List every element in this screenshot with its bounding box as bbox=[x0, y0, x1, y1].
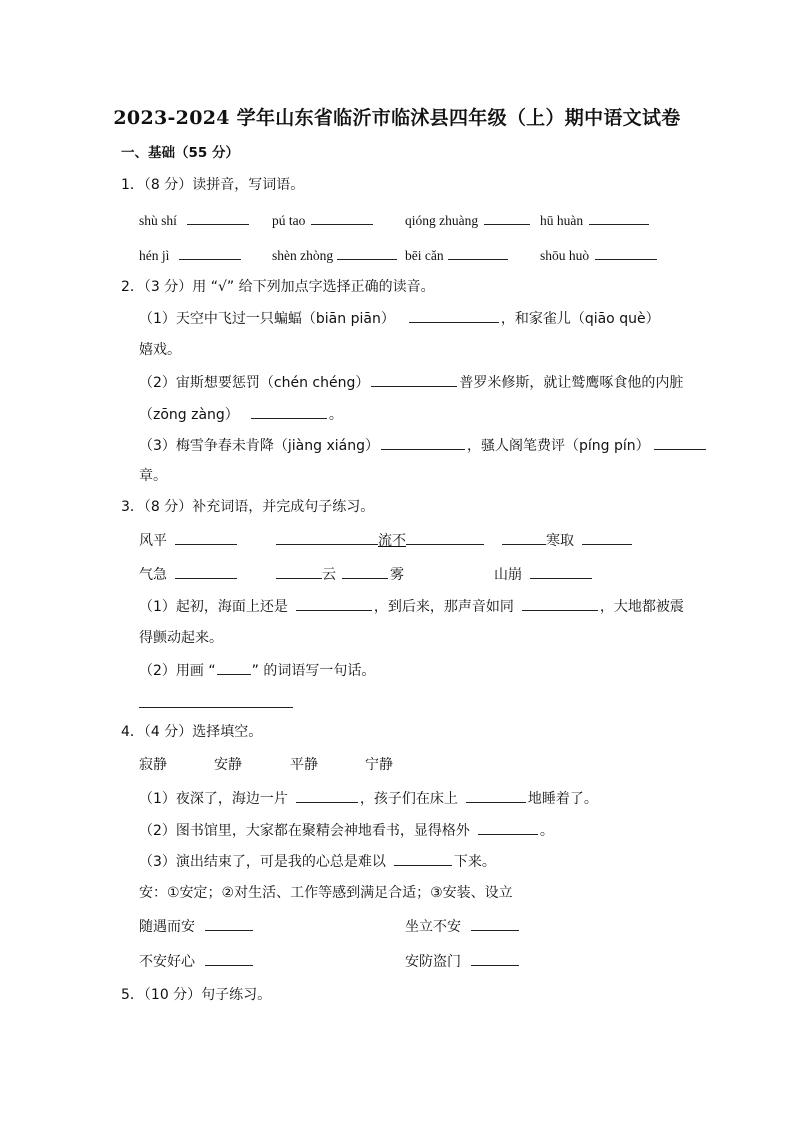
answer-blank[interactable] bbox=[276, 529, 378, 545]
q1-item-7 bbox=[405, 244, 510, 264]
pinyin: shèn zhòng bbox=[272, 248, 334, 263]
word-text: 雾 bbox=[390, 567, 404, 583]
answer-blank[interactable] bbox=[582, 529, 632, 545]
q1-item-4 bbox=[540, 209, 651, 229]
sentence-text: （1）夜深了，海边一片 bbox=[139, 791, 288, 807]
sentence-text: （1）起初，海面上还是 bbox=[139, 599, 288, 615]
q4-phrase-2 bbox=[405, 915, 521, 936]
answer-line[interactable] bbox=[139, 707, 293, 708]
answer-blank[interactable] bbox=[175, 529, 237, 545]
answer-blank[interactable] bbox=[342, 563, 388, 579]
q4-stem: 4．（4 分）选择填空。 bbox=[121, 724, 263, 740]
answer-blank[interactable] bbox=[381, 434, 465, 450]
word-text: 寒取 bbox=[546, 533, 574, 549]
q2-sentence-1 bbox=[139, 307, 660, 328]
q1-item-2 bbox=[272, 209, 375, 229]
answer-blank[interactable] bbox=[589, 209, 649, 225]
q3-word-7 bbox=[494, 563, 594, 584]
q1-item-5 bbox=[139, 244, 243, 264]
q3-stem: 3．（8 分）补充词语，并完成句子练习。 bbox=[121, 499, 375, 515]
sentence-text: （2）宙斯想要惩罚（chén chéng） bbox=[139, 375, 370, 391]
q4-phrase-4 bbox=[405, 950, 521, 971]
q3-word-1 bbox=[139, 529, 239, 550]
underline-mark bbox=[217, 659, 251, 675]
phrase-text: 安防盗门 bbox=[405, 954, 461, 970]
sentence-text: ，大地都被震 bbox=[599, 599, 684, 615]
q3-word-2 bbox=[276, 529, 484, 550]
answer-blank[interactable] bbox=[394, 850, 452, 866]
q4-option-4: 宁静 bbox=[365, 757, 393, 773]
pinyin: bēi cǎn bbox=[405, 248, 444, 263]
pinyin: hén jì bbox=[139, 248, 170, 263]
sentence-text: （2）用画 “ bbox=[139, 663, 216, 679]
q1-item-3 bbox=[405, 209, 532, 229]
q4-option-3: 平静 bbox=[290, 757, 318, 773]
answer-blank[interactable] bbox=[205, 950, 253, 966]
q4-phrase-3 bbox=[139, 950, 255, 971]
pinyin: qióng zhuàng bbox=[405, 213, 479, 228]
sentence-text: ” 的词语写一句话。 bbox=[251, 663, 376, 679]
answer-blank[interactable] bbox=[205, 915, 253, 931]
sentence-text: 普罗米修斯，就让鹫鹰啄食他的内脏 bbox=[459, 375, 684, 391]
q2-sentence-3 bbox=[139, 434, 708, 455]
q1-stem: 1．（8 分）读拼音，写词语。 bbox=[121, 177, 305, 193]
q3-word-5 bbox=[276, 563, 404, 584]
q1-item-8 bbox=[540, 244, 659, 264]
phrase-text: 坐立不安 bbox=[405, 919, 461, 935]
q3-word-3 bbox=[502, 529, 634, 550]
answer-blank[interactable] bbox=[311, 209, 373, 225]
answer-blank[interactable] bbox=[466, 787, 526, 803]
word-text: 流不 bbox=[378, 533, 406, 549]
q4-sentence-3 bbox=[139, 850, 496, 871]
sentence-text: （3）演出结束了，可是我的心总是难以 bbox=[139, 854, 386, 870]
sentence-text: （2）图书馆里，大家都在聚精会神地看书，显得格外 bbox=[139, 823, 470, 839]
q3-sentence-1 bbox=[139, 595, 684, 616]
answer-blank[interactable] bbox=[406, 529, 484, 545]
sentence-text: ，到后来，那声音如同 bbox=[373, 599, 514, 615]
answer-blank[interactable] bbox=[595, 244, 657, 260]
answer-blank[interactable] bbox=[179, 244, 241, 260]
word-text: 气急 bbox=[139, 567, 167, 583]
pinyin: pú tao bbox=[272, 213, 306, 228]
answer-blank[interactable] bbox=[530, 563, 592, 579]
answer-blank[interactable] bbox=[337, 244, 397, 260]
answer-blank[interactable] bbox=[251, 403, 327, 419]
answer-blank[interactable] bbox=[296, 787, 358, 803]
answer-blank[interactable] bbox=[175, 563, 237, 579]
pinyin: shōu huò bbox=[540, 248, 590, 263]
sentence-text: 。 bbox=[539, 823, 554, 839]
answer-blank[interactable] bbox=[187, 209, 249, 225]
sentence-text: （1）天空中飞过一只蝙蝠（biān piān） bbox=[139, 311, 395, 327]
answer-blank[interactable] bbox=[371, 371, 457, 387]
sentence-text: （3）梅雪争春未肯降（jiàng xiáng） bbox=[139, 438, 379, 454]
q4-phrase-1 bbox=[139, 915, 255, 936]
q3-sentence-1-cont: 得颤动起来。 bbox=[139, 630, 223, 646]
exam-title: 2023-2024 学年山东省临沂市临沭县四年级（上）期中语文试卷 bbox=[113, 107, 681, 129]
phrase-text: 随遇而安 bbox=[139, 919, 195, 935]
sentence-text: ，孩子们在床上 bbox=[359, 791, 458, 807]
answer-blank[interactable] bbox=[471, 915, 519, 931]
answer-blank[interactable] bbox=[478, 819, 538, 835]
answer-blank[interactable] bbox=[276, 563, 322, 579]
phrase-text: 不安好心 bbox=[139, 954, 195, 970]
q1-item-1 bbox=[139, 209, 251, 229]
answer-blank[interactable] bbox=[502, 529, 546, 545]
pinyin: shù shí bbox=[139, 213, 177, 228]
answer-blank[interactable] bbox=[471, 950, 519, 966]
sentence-text: 。 bbox=[328, 407, 343, 423]
q2-sentence-1-cont: 嬉戏。 bbox=[139, 342, 181, 358]
q2-sentence-2-cont bbox=[139, 403, 343, 424]
q4-option-2: 安静 bbox=[214, 757, 242, 773]
q3-sentence-2 bbox=[139, 659, 375, 680]
section-basics-heading: 一、基础（55 分） bbox=[121, 145, 239, 161]
q2-stem: 2．（3 分）用 “√” 给下列加点字选择正确的读音。 bbox=[121, 279, 435, 295]
q4-sentence-1 bbox=[139, 787, 598, 808]
answer-blank[interactable] bbox=[448, 244, 508, 260]
sentence-text: ，骚人阁笔费评（píng pín） bbox=[467, 438, 650, 454]
sentence-text: ，和家雀儿（qiāo què） bbox=[500, 311, 660, 327]
pinyin: hū huàn bbox=[540, 213, 584, 228]
q2-sentence-3-cont: 章。 bbox=[139, 468, 167, 484]
q4-option-1: 寂静 bbox=[139, 757, 167, 773]
word-text: 风平 bbox=[139, 533, 167, 549]
q4-sentence-2 bbox=[139, 819, 554, 840]
word-text: 山崩 bbox=[494, 567, 522, 583]
q2-sentence-2 bbox=[139, 371, 683, 392]
q1-item-6 bbox=[272, 244, 399, 264]
q4-an-definition: 安：①安定；②对生活、工作等感到满足合适；③安装、设立 bbox=[139, 885, 513, 901]
q3-word-4 bbox=[139, 563, 239, 584]
answer-blank[interactable] bbox=[296, 595, 372, 611]
answer-blank[interactable] bbox=[522, 595, 598, 611]
answer-blank[interactable] bbox=[409, 307, 499, 323]
sentence-text: 地睡着了。 bbox=[527, 791, 598, 807]
q5-stem: 5．（10 分）句子练习。 bbox=[121, 987, 272, 1003]
word-text: 云 bbox=[322, 567, 336, 583]
answer-blank[interactable] bbox=[654, 434, 706, 450]
sentence-text: （zōng zàng） bbox=[139, 407, 239, 423]
answer-blank[interactable] bbox=[484, 209, 530, 225]
sentence-text: 下来。 bbox=[453, 854, 496, 870]
